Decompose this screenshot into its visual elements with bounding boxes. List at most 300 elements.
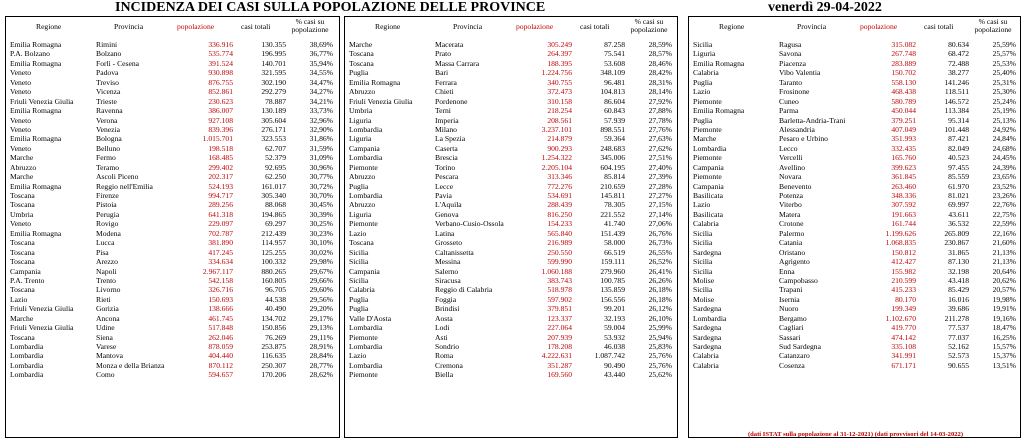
cell-percentuale: 28,59% (648, 40, 672, 49)
cell-provincia: Fermo (96, 153, 116, 163)
cell-percentuale: 19,98% (992, 294, 1016, 304)
table-row (345, 191, 677, 200)
cell-regione: Piemonte (349, 370, 378, 380)
cell-percentuale: 25,94% (648, 332, 672, 342)
cell-casi-totali: 253.875 (261, 342, 286, 351)
cell-casi-totali: 77.037 (948, 332, 969, 342)
cell-casi-totali: 62.707 (265, 143, 286, 153)
cell-popolazione: 565.840 (547, 228, 572, 238)
cell-regione: Marche (10, 172, 34, 182)
cell-popolazione: 313.346 (547, 172, 572, 182)
cell-regione: Lombardia (349, 153, 383, 163)
cell-popolazione: 169.560 (547, 370, 572, 380)
cell-provincia: Brindisi (435, 304, 460, 314)
table-row (6, 276, 339, 285)
cell-percentuale: 25,40% (992, 68, 1016, 78)
cell-casi-totali: 265.809 (944, 228, 969, 238)
cell-percentuale: 26,52% (648, 257, 672, 267)
cell-regione: Sicilia (693, 40, 713, 49)
cell-casi-totali: 59.004 (604, 323, 625, 333)
cell-popolazione: 210.599 (891, 275, 916, 285)
table-row (345, 210, 677, 219)
cell-casi-totali: 31.865 (948, 247, 969, 257)
table-row (6, 182, 339, 191)
cell-regione: Emilia Romagna (10, 58, 62, 68)
cell-provincia: Catania (779, 238, 803, 248)
cell-percentuale: 26,10% (648, 313, 672, 323)
cell-provincia: Verbano-Cusio-Ossola (435, 219, 504, 229)
cell-casi-totali: 52.379 (265, 153, 286, 163)
cell-popolazione: 870.112 (208, 360, 233, 370)
table-row (689, 248, 1020, 257)
cell-provincia: Agrigento (779, 257, 810, 267)
cell-regione: Veneto (10, 87, 32, 97)
cell-regione: Abruzzo (349, 87, 376, 97)
table-header (345, 17, 677, 39)
cell-percentuale: 23,52% (992, 181, 1016, 191)
cell-regione: Calabria (349, 285, 375, 295)
cell-regione: Campania (349, 143, 380, 153)
cell-provincia: Firenze (96, 191, 119, 200)
cell-provincia: Grosseto (435, 238, 462, 248)
table-row (6, 125, 339, 134)
cell-regione: Sardegna (693, 323, 722, 333)
cell-casi-totali: 69.297 (265, 219, 286, 229)
cell-casi-totali: 62.250 (265, 172, 286, 182)
cell-popolazione: 450.044 (891, 106, 916, 116)
cell-popolazione: 383.743 (547, 275, 572, 285)
table-row (689, 49, 1020, 58)
cell-percentuale: 32,96% (309, 115, 333, 125)
cell-casi-totali: 250.307 (261, 360, 286, 370)
cell-regione: Sicilia (693, 285, 713, 295)
cell-regione: Emilia Romagna (349, 77, 401, 87)
cell-casi-totali: 212.439 (261, 228, 286, 238)
cell-popolazione: 340.755 (547, 77, 572, 87)
cell-regione: Lazio (349, 351, 367, 361)
cell-casi-totali: 345.006 (600, 153, 625, 163)
table-row (6, 210, 339, 219)
cell-regione: Lombardia (349, 191, 383, 200)
cell-casi-totali: 170.206 (261, 370, 286, 380)
cell-popolazione: 671.171 (891, 360, 916, 370)
cell-popolazione: 336.916 (208, 40, 233, 49)
cell-popolazione: 154.233 (547, 219, 572, 229)
cell-popolazione: 415.233 (891, 285, 916, 295)
cell-regione: Piemonte (693, 172, 722, 182)
cell-provincia: L'Aquila (435, 200, 462, 210)
cell-popolazione: 218.254 (547, 106, 572, 116)
cell-popolazione: 772.276 (547, 181, 572, 191)
cell-percentuale: 36,77% (309, 49, 333, 59)
cell-provincia: Pesaro e Urbino (779, 134, 828, 144)
cell-popolazione: 597.902 (547, 294, 572, 304)
cell-percentuale: 30,02% (309, 247, 333, 257)
cell-percentuale: 27,14% (648, 209, 672, 219)
cell-percentuale: 16,25% (992, 332, 1016, 342)
cell-popolazione: 2.967.117 (202, 266, 233, 276)
cell-regione: Liguria (349, 209, 372, 219)
cell-percentuale: 27,40% (648, 162, 672, 172)
cell-casi-totali: 248.683 (600, 143, 625, 153)
table-row (689, 229, 1020, 238)
cell-provincia: Nuoro (779, 304, 799, 314)
cell-provincia: Crotone (779, 219, 804, 229)
cell-popolazione: 474.142 (891, 332, 916, 342)
cell-percentuale: 30,25% (309, 219, 333, 229)
cell-provincia: Reggio di Calabria (435, 285, 493, 295)
cell-popolazione: 334.634 (208, 257, 233, 267)
cell-percentuale: 34,27% (309, 87, 333, 97)
cell-popolazione: 594.657 (208, 370, 233, 380)
cell-provincia: Belluno (96, 143, 121, 153)
cell-percentuale: 34,21% (309, 96, 333, 106)
cell-popolazione: 702.787 (208, 228, 233, 238)
header-casi-totali: casi totali (580, 22, 610, 31)
cell-regione: Lombardia (349, 124, 383, 134)
cell-percentuale: 24,68% (992, 143, 1016, 153)
cell-percentuale: 21,60% (992, 238, 1016, 248)
cell-regione: Toscana (349, 58, 374, 68)
table-row (689, 40, 1020, 49)
table-row (345, 342, 677, 351)
table-row (6, 314, 339, 323)
cell-popolazione: 202.317 (208, 172, 233, 182)
cell-regione: Piemonte (349, 162, 378, 172)
cell-provincia: Forlì - Cesena (96, 58, 140, 68)
table-row (345, 97, 677, 106)
cell-popolazione: 307.592 (891, 200, 916, 210)
cell-provincia: Catanzaro (779, 351, 810, 361)
cell-provincia: Cuneo (779, 96, 799, 106)
cell-provincia: Rovigo (96, 219, 119, 229)
cell-regione: Umbria (349, 106, 373, 116)
cell-regione: Sardegna (693, 332, 722, 342)
cell-regione: Marche (10, 153, 34, 163)
cell-provincia: Roma (435, 351, 454, 361)
cell-casi-totali: 305.340 (261, 191, 286, 200)
cell-percentuale: 29,60% (309, 285, 333, 295)
cell-provincia: Terni (435, 106, 451, 116)
table-row (689, 285, 1020, 294)
cell-popolazione: 168.485 (208, 153, 233, 163)
table-row (345, 333, 677, 342)
cell-percentuale: 25,31% (992, 77, 1016, 87)
cell-provincia: Lucca (96, 238, 115, 248)
cell-regione: Emilia Romagna (10, 134, 62, 144)
cell-percentuale: 26,26% (648, 275, 672, 285)
table-row (689, 106, 1020, 115)
cell-popolazione: 1.224.756 (541, 68, 572, 78)
cell-regione: Puglia (693, 77, 713, 87)
cell-provincia: Aosta (435, 313, 453, 323)
cell-casi-totali: 321.595 (261, 68, 286, 78)
cell-popolazione: 351.993 (891, 134, 916, 144)
cell-regione: Sicilia (349, 275, 369, 285)
cell-casi-totali: 194.865 (261, 209, 286, 219)
cell-percentuale: 25,59% (992, 40, 1016, 49)
table-row (345, 49, 677, 58)
cell-popolazione: 1.199.626 (885, 228, 916, 238)
cell-provincia: Isernia (779, 294, 800, 304)
cell-provincia: Padova (96, 68, 119, 78)
cell-casi-totali: 32.193 (604, 313, 625, 323)
cell-provincia: Treviso (96, 77, 119, 87)
cell-percentuale: 27,51% (648, 153, 672, 163)
cell-provincia: Gorizia (96, 304, 119, 314)
cell-casi-totali: 96.705 (265, 285, 286, 295)
cell-provincia: Caltanissetta (435, 247, 474, 257)
cell-casi-totali: 72.488 (948, 58, 969, 68)
cell-casi-totali: 32.198 (948, 266, 969, 276)
cell-provincia: Vicenza (96, 87, 121, 97)
cell-casi-totali: 113.384 (944, 106, 969, 116)
table-row (345, 276, 677, 285)
cell-casi-totali: 43.611 (948, 209, 969, 219)
cell-percentuale: 30,45% (309, 200, 333, 210)
cell-casi-totali: 100.785 (600, 275, 625, 285)
table-header (6, 17, 339, 39)
cell-percentuale: 27,62% (648, 143, 672, 153)
cell-percentuale: 20,64% (992, 266, 1016, 276)
cell-percentuale: 29,66% (309, 275, 333, 285)
table-body (689, 40, 1020, 370)
cell-regione: Sardegna (693, 304, 722, 314)
header-popolazione: popolazione (860, 22, 898, 31)
cell-provincia: La Spezia (435, 134, 466, 144)
table-row (689, 351, 1020, 360)
cell-casi-totali: 101.448 (944, 124, 969, 134)
cell-regione: Calabria (693, 219, 719, 229)
cell-provincia: Sud Sardegna (779, 342, 821, 351)
cell-regione: Liguria (693, 49, 716, 59)
cell-popolazione: 335.108 (891, 342, 916, 351)
cell-regione: Toscana (10, 332, 35, 342)
cell-popolazione: 207.939 (547, 332, 572, 342)
cell-provincia: Trento (96, 275, 116, 285)
table-row (6, 285, 339, 294)
cell-casi-totali: 230.867 (944, 238, 969, 248)
cell-popolazione: 191.663 (891, 209, 916, 219)
cell-regione: Veneto (10, 77, 32, 87)
cell-provincia: Imperia (435, 115, 459, 125)
cell-casi-totali: 604.195 (600, 162, 625, 172)
table-row (6, 97, 339, 106)
cell-popolazione: 326.716 (208, 285, 233, 295)
cell-popolazione: 379.851 (547, 304, 572, 314)
table-row (689, 200, 1020, 209)
cell-regione: Puglia (349, 294, 369, 304)
cell-casi-totali: 150.856 (261, 323, 286, 333)
cell-casi-totali: 82.049 (948, 143, 969, 153)
header-casi-totali: casi totali (924, 22, 954, 31)
cell-casi-totali: 87.258 (604, 40, 625, 49)
cell-percentuale: 26,18% (648, 285, 672, 295)
cell-percentuale: 28,14% (648, 87, 672, 97)
cell-provincia: Sassari (779, 332, 801, 342)
table-row (6, 342, 339, 351)
cell-popolazione: 816.250 (547, 209, 572, 219)
cell-popolazione: 264.397 (547, 49, 572, 59)
table-row (345, 68, 677, 77)
cell-percentuale: 27,06% (648, 219, 672, 229)
table-row (6, 87, 339, 96)
cell-casi-totali: 125.255 (261, 247, 286, 257)
cell-popolazione: 262.046 (208, 332, 233, 342)
cell-provincia: Massa Carrara (435, 58, 480, 68)
cell-provincia: Novara (779, 172, 802, 182)
cell-popolazione: 599.990 (547, 257, 572, 267)
table-row (689, 295, 1020, 304)
cell-percentuale: 28,57% (648, 49, 672, 59)
cell-provincia: Chieti (435, 87, 454, 97)
cell-percentuale: 29,20% (309, 304, 333, 314)
cell-regione: Toscana (10, 200, 35, 210)
cell-popolazione: 199.349 (891, 304, 916, 314)
cell-provincia: Ascoli Piceno (96, 172, 139, 182)
cell-percentuale: 30,10% (309, 238, 333, 248)
cell-regione: Emilia Romagna (10, 228, 62, 238)
cell-provincia: Como (96, 370, 115, 380)
table-row (689, 323, 1020, 332)
cell-provincia: Milano (435, 124, 457, 134)
cell-percentuale: 19,16% (992, 313, 1016, 323)
cell-percentuale: 22,76% (992, 200, 1016, 210)
cell-casi-totali: 898.551 (600, 124, 625, 134)
cell-regione: Basilicata (693, 191, 723, 200)
cell-popolazione: 381.890 (208, 238, 233, 248)
cell-regione: Campania (10, 266, 41, 276)
cell-regione: Sardegna (693, 247, 722, 257)
cell-provincia: Siracusa (435, 275, 461, 285)
cell-regione: Sicilia (349, 247, 369, 257)
table-row (6, 191, 339, 200)
cell-provincia: Brescia (435, 153, 458, 163)
table-row (689, 153, 1020, 162)
cell-percentuale: 31,86% (309, 134, 333, 144)
cell-popolazione: 361.845 (891, 172, 916, 182)
cell-regione: Toscana (10, 257, 35, 267)
table-row (345, 257, 677, 266)
cell-casi-totali: 95.314 (948, 115, 969, 125)
table-row (689, 163, 1020, 172)
cell-regione: Abruzzo (349, 200, 376, 210)
header-regione: Regione (36, 22, 62, 31)
cell-percentuale: 25,57% (992, 49, 1016, 59)
cell-percentuale: 27,28% (648, 181, 672, 191)
table-row (6, 172, 339, 181)
cell-regione: Piemonte (349, 219, 378, 229)
cell-regione: Campania (693, 181, 724, 191)
cell-popolazione: 419.770 (891, 323, 916, 333)
cell-casi-totali: 40.523 (948, 153, 969, 163)
table-row (345, 323, 677, 332)
table-row (689, 257, 1020, 266)
cell-popolazione: 214.879 (547, 134, 572, 144)
table-row (6, 229, 339, 238)
cell-provincia: Sondrio (435, 342, 460, 351)
cell-popolazione: 404.440 (208, 351, 233, 361)
cell-provincia: Pavia (435, 191, 452, 200)
cell-provincia: Cremona (435, 360, 463, 370)
cell-casi-totali: 140.701 (261, 58, 286, 68)
cell-provincia: Biella (435, 370, 454, 380)
cell-regione: P.A. Trento (10, 275, 45, 285)
cell-regione: Toscana (10, 238, 35, 248)
cell-percentuale: 25,30% (992, 87, 1016, 97)
table-row (6, 257, 339, 266)
cell-popolazione: 535.774 (208, 49, 233, 59)
cell-percentuale: 31,59% (309, 143, 333, 153)
cell-casi-totali: 135.859 (600, 285, 625, 295)
table-row (689, 238, 1020, 247)
cell-percentuale: 28,46% (648, 58, 672, 68)
cell-casi-totali: 78.887 (265, 96, 286, 106)
cell-casi-totali: 60.843 (604, 106, 625, 116)
table-row (689, 304, 1020, 313)
table-row (689, 276, 1020, 285)
cell-regione: Molise (693, 275, 715, 285)
header-casi-totali: casi totali (241, 22, 271, 31)
cell-percentuale: 18,47% (992, 323, 1016, 333)
cell-casi-totali: 348.109 (600, 68, 625, 78)
table-row (345, 59, 677, 68)
cell-provincia: Caserta (435, 143, 458, 153)
table-row (6, 78, 339, 87)
table-row (6, 304, 339, 313)
cell-provincia: Modena (96, 228, 121, 238)
cell-percentuale: 23,65% (992, 172, 1016, 182)
cell-percentuale: 23,26% (992, 191, 1016, 200)
cell-percentuale: 28,31% (648, 77, 672, 87)
cell-popolazione: 558.130 (891, 77, 916, 87)
table-row (6, 248, 339, 257)
table-row (345, 295, 677, 304)
cell-casi-totali: 90.490 (604, 360, 625, 370)
cell-popolazione: 267.748 (891, 49, 916, 59)
cell-percentuale: 27,27% (648, 191, 672, 200)
cell-popolazione: 580.789 (891, 96, 916, 106)
cell-provincia: Enna (779, 266, 795, 276)
cell-casi-totali: 116.635 (261, 351, 286, 361)
cell-popolazione: 250.550 (547, 247, 572, 257)
cell-provincia: Oristano (779, 247, 806, 257)
cell-casi-totali: 78.305 (604, 200, 625, 210)
cell-provincia: Benevento (779, 181, 812, 191)
cell-provincia: Teramo (96, 162, 120, 172)
cell-provincia: Venezia (96, 124, 121, 134)
cell-casi-totali: 16.016 (948, 294, 969, 304)
cell-regione: Friuli Venezia Giulia (10, 304, 74, 314)
cell-popolazione: 288.439 (547, 200, 572, 210)
cell-popolazione: 534.691 (547, 191, 572, 200)
cell-regione: Toscana (10, 191, 35, 200)
cell-provincia: Potenza (779, 191, 804, 200)
cell-casi-totali: 80.634 (948, 40, 969, 49)
cell-casi-totali: 159.111 (600, 257, 625, 267)
cell-popolazione: 372.473 (547, 87, 572, 97)
table-row (689, 191, 1020, 200)
table-row (6, 219, 339, 228)
cell-popolazione: 310.158 (547, 96, 572, 106)
table-row (345, 78, 677, 87)
cell-casi-totali: 323.553 (261, 134, 286, 144)
table-row (6, 267, 339, 276)
cell-popolazione: 2.205.104 (541, 162, 572, 172)
cell-casi-totali: 57.939 (604, 115, 625, 125)
table-row (6, 134, 339, 143)
cell-popolazione: 289.256 (208, 200, 233, 210)
